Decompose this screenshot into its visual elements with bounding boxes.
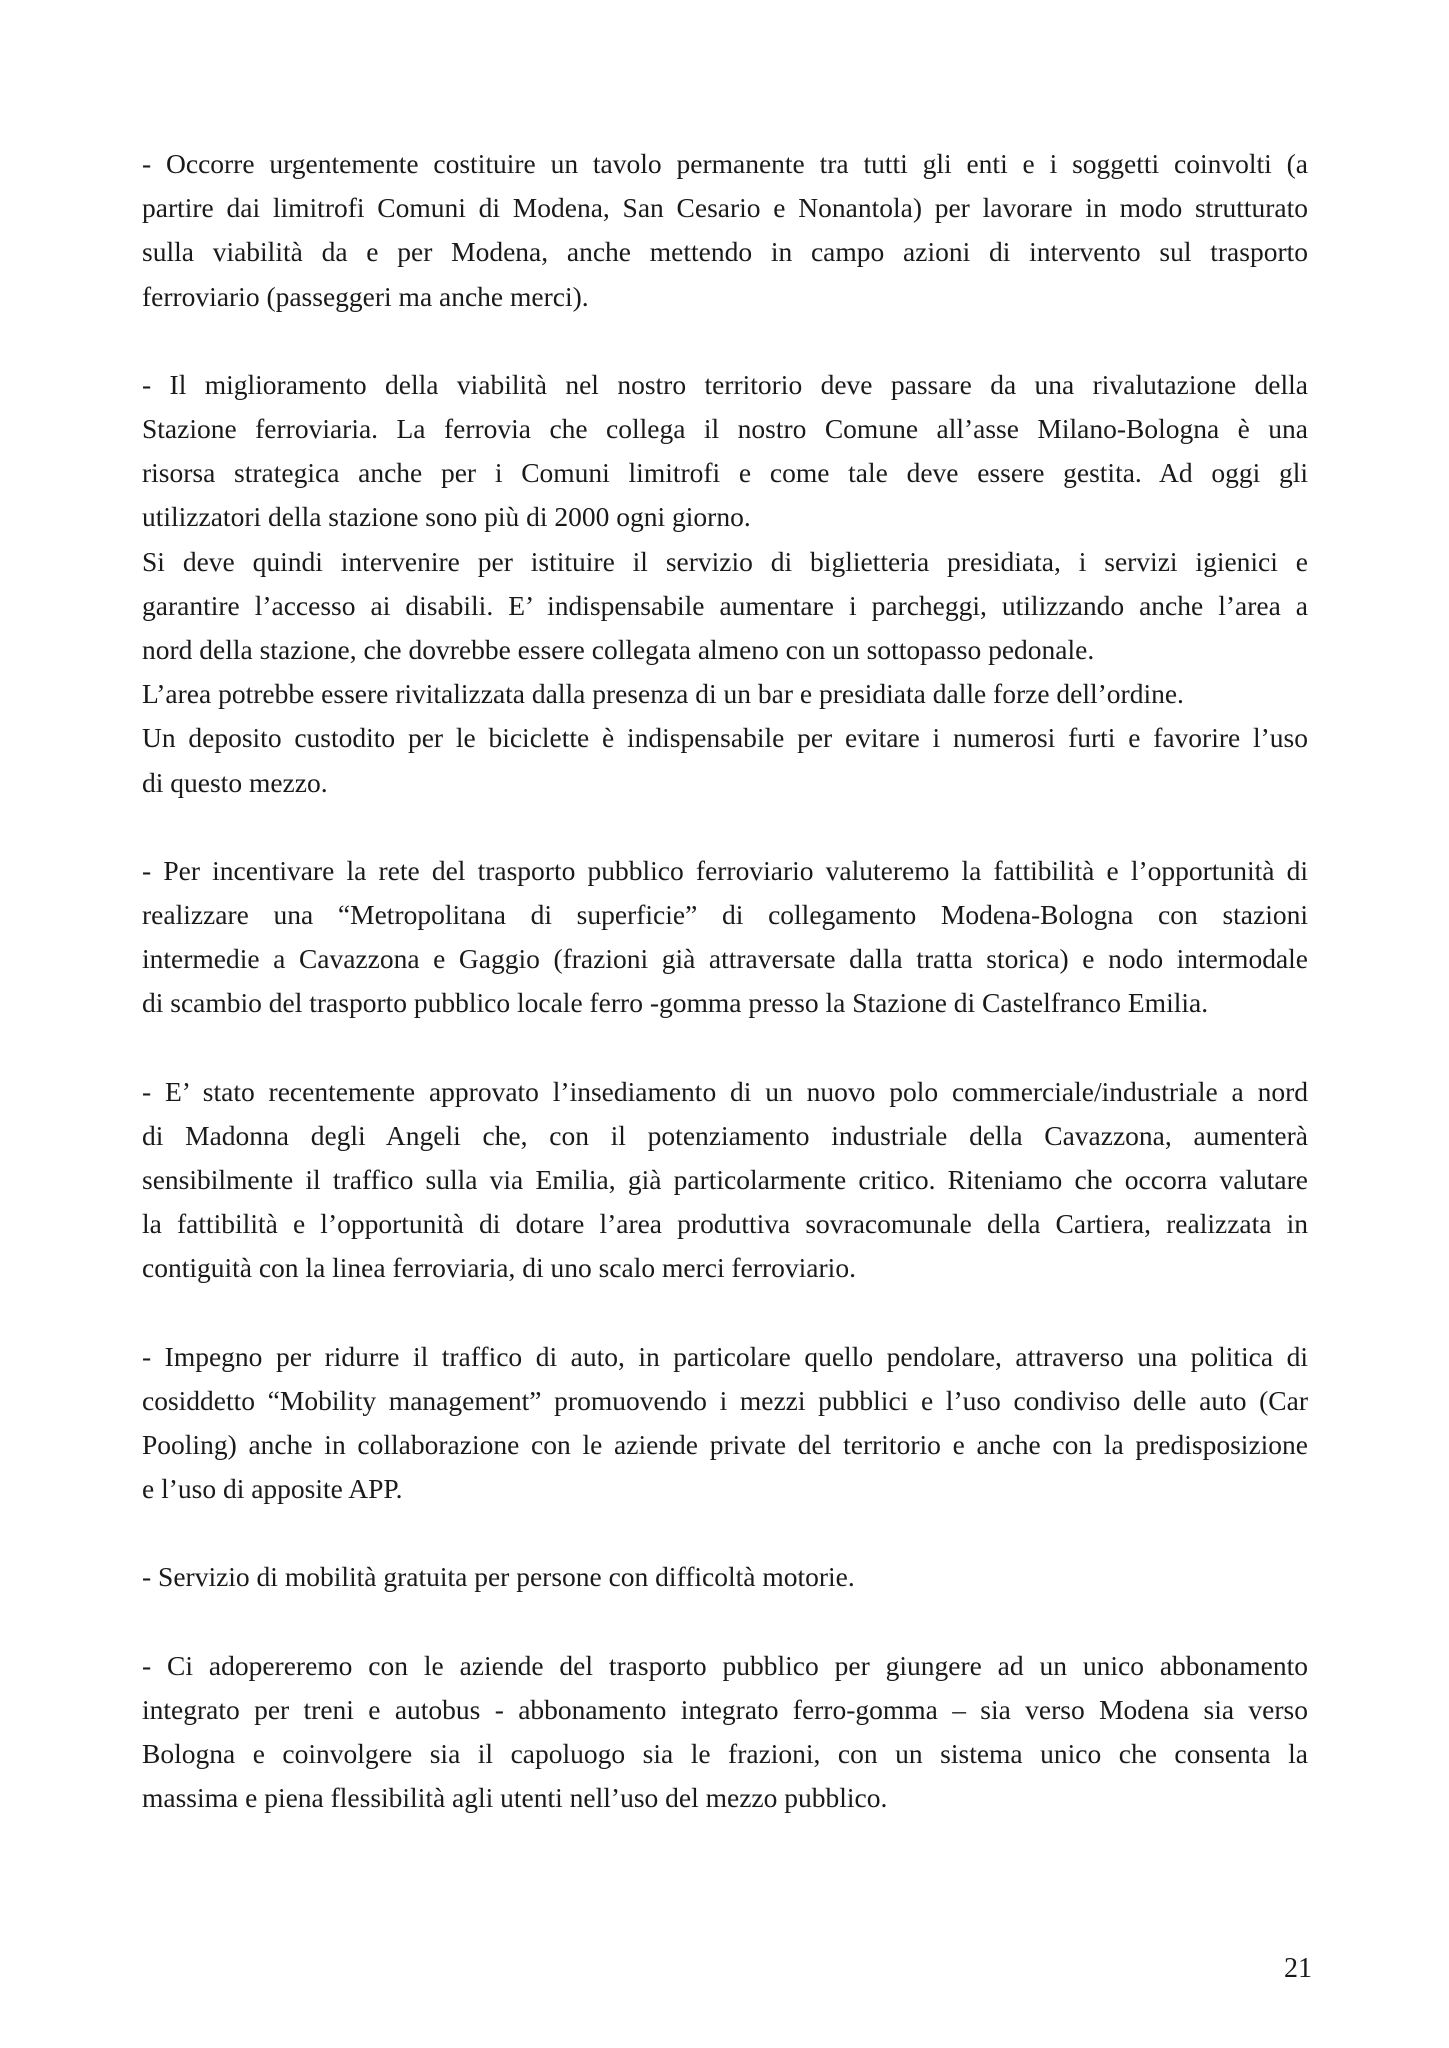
text-line: massima e piena flessibilità agli utenti nell’uso del mezzo pubblico. bbox=[142, 1782, 888, 1814]
text-line: nord della stazione, che dovrebbe essere collegata almeno con un sottopasso pedonale. bbox=[142, 634, 1095, 666]
text-line: utilizzatori della stazione sono più di 2000 ogni giorno. bbox=[142, 501, 751, 533]
text-line: cosiddetto “Mobility management” promuovendo i mezzi pubblici e l’uso condiviso delle auto (Car bbox=[142, 1384, 1308, 1416]
paragraph-gap bbox=[142, 1026, 1308, 1070]
paragraph-gap bbox=[142, 1511, 1308, 1555]
text-line: Si deve quindi intervenire per istituire il servizio di biglietteria presidiata, i servizi igienici e bbox=[142, 545, 1308, 577]
paragraph-3 bbox=[142, 540, 1308, 673]
paragraph-gap bbox=[142, 805, 1308, 849]
paragraph-gap bbox=[142, 319, 1308, 363]
text-line: - Ci adopereremo con le aziende del trasporto pubblico per giungere ad un unico abbonamento bbox=[142, 1649, 1308, 1681]
paragraph-4 bbox=[142, 672, 1308, 716]
paragraph-8 bbox=[142, 1335, 1308, 1512]
text-line: sensibilmente il traffico sulla via Emilia, già particolarmente critico. Riteniamo che occorra valutare bbox=[142, 1164, 1308, 1196]
paragraph-7 bbox=[142, 1070, 1308, 1291]
text-line: Pooling) anche in collaborazione con le aziende private del territorio e anche con la predisposizione bbox=[142, 1429, 1308, 1461]
text-line: Un deposito custodito per le biciclette è indispensabile per evitare i numerosi furti e favorire l’uso bbox=[142, 722, 1308, 754]
paragraph-5 bbox=[142, 716, 1308, 804]
text-line: partire dai limitrofi Comuni di Modena, San Cesario e Nonantola) per lavorare in modo strutturato bbox=[142, 192, 1308, 224]
text-line: Bologna e coinvolgere sia il capoluogo sia le frazioni, con un sistema unico che consenta la bbox=[142, 1738, 1308, 1770]
text-line: di scambio del trasporto pubblico locale ferro -gomma presso la Stazione di Castelfranco Emilia. bbox=[142, 987, 1209, 1019]
text-line: ferroviario (passeggeri ma anche merci). bbox=[142, 280, 589, 312]
text-line: la fattibilità e l’opportunità di dotare l’area produttiva sovracomunale della Cartiera, realizzata in bbox=[142, 1208, 1308, 1240]
paragraph-1 bbox=[142, 142, 1308, 319]
text-line: e l’uso di apposite APP. bbox=[142, 1473, 403, 1505]
text-line: sulla viabilità da e per Modena, anche mettendo in campo azioni di intervento sul trasporto bbox=[142, 236, 1308, 268]
text-line: integrato per treni e autobus - abbonamento integrato ferro-gomma – sia verso Modena sia verso bbox=[142, 1693, 1308, 1725]
paragraph-6 bbox=[142, 849, 1308, 1026]
text-line: - Il miglioramento della viabilità nel nostro territorio deve passare da una rivalutazione della bbox=[142, 368, 1308, 400]
text-line: - Impegno per ridurre il traffico di auto, in particolare quello pendolare, attraverso una politica di bbox=[142, 1340, 1308, 1372]
text-line: Stazione ferroviaria. La ferrovia che collega il nostro Comune all’asse Milano-Bologna è una bbox=[142, 413, 1308, 445]
text-line: - Occorre urgentemente costituire un tavolo permanente tra tutti gli enti e i soggetti coinvolti (a bbox=[142, 148, 1308, 179]
text-line: L’area potrebbe essere rivitalizzata dalla presenza di un bar e presidiata dalle forze dell’ordine. bbox=[142, 678, 1184, 710]
paragraph-gap bbox=[142, 1600, 1308, 1644]
text-line: garantire l’accesso ai disabili. E’ indispensabile aumentare i parcheggi, utilizzando anche l’area a bbox=[142, 589, 1308, 621]
paragraph-10 bbox=[142, 1644, 1308, 1821]
text-line: intermedie a Cavazzona e Gaggio (frazioni già attraversate dalla tratta storica) e nodo intermodale bbox=[142, 943, 1308, 975]
text-line: risorsa strategica anche per i Comuni limitrofi e come tale deve essere gestita. Ad oggi gli bbox=[142, 457, 1308, 489]
paragraph-9 bbox=[142, 1555, 1308, 1599]
document-body bbox=[142, 142, 1308, 1821]
paragraph-gap bbox=[142, 1291, 1308, 1335]
text-line: di questo mezzo. bbox=[142, 766, 328, 798]
paragraph-2 bbox=[142, 363, 1308, 540]
text-line: di Madonna degli Angeli che, con il potenziamento industriale della Cavazzona, aumenterà bbox=[142, 1119, 1308, 1151]
text-line: contiguità con la linea ferroviaria, di uno scalo merci ferroviario. bbox=[142, 1252, 856, 1284]
text-line: realizzare una “Metropolitana di superficie” di collegamento Modena-Bologna con stazioni bbox=[142, 899, 1308, 931]
text-line: - Per incentivare la rete del trasporto pubblico ferroviario valuteremo la fattibilità e l’opportunità di bbox=[142, 854, 1308, 886]
page-number: 21 bbox=[1284, 1953, 1312, 1984]
text-line: - Servizio di mobilità gratuita per persone con difficoltà motorie. bbox=[142, 1561, 855, 1593]
text-line: - E’ stato recentemente approvato l’insediamento di un nuovo polo commerciale/industriale a nord bbox=[142, 1075, 1308, 1107]
